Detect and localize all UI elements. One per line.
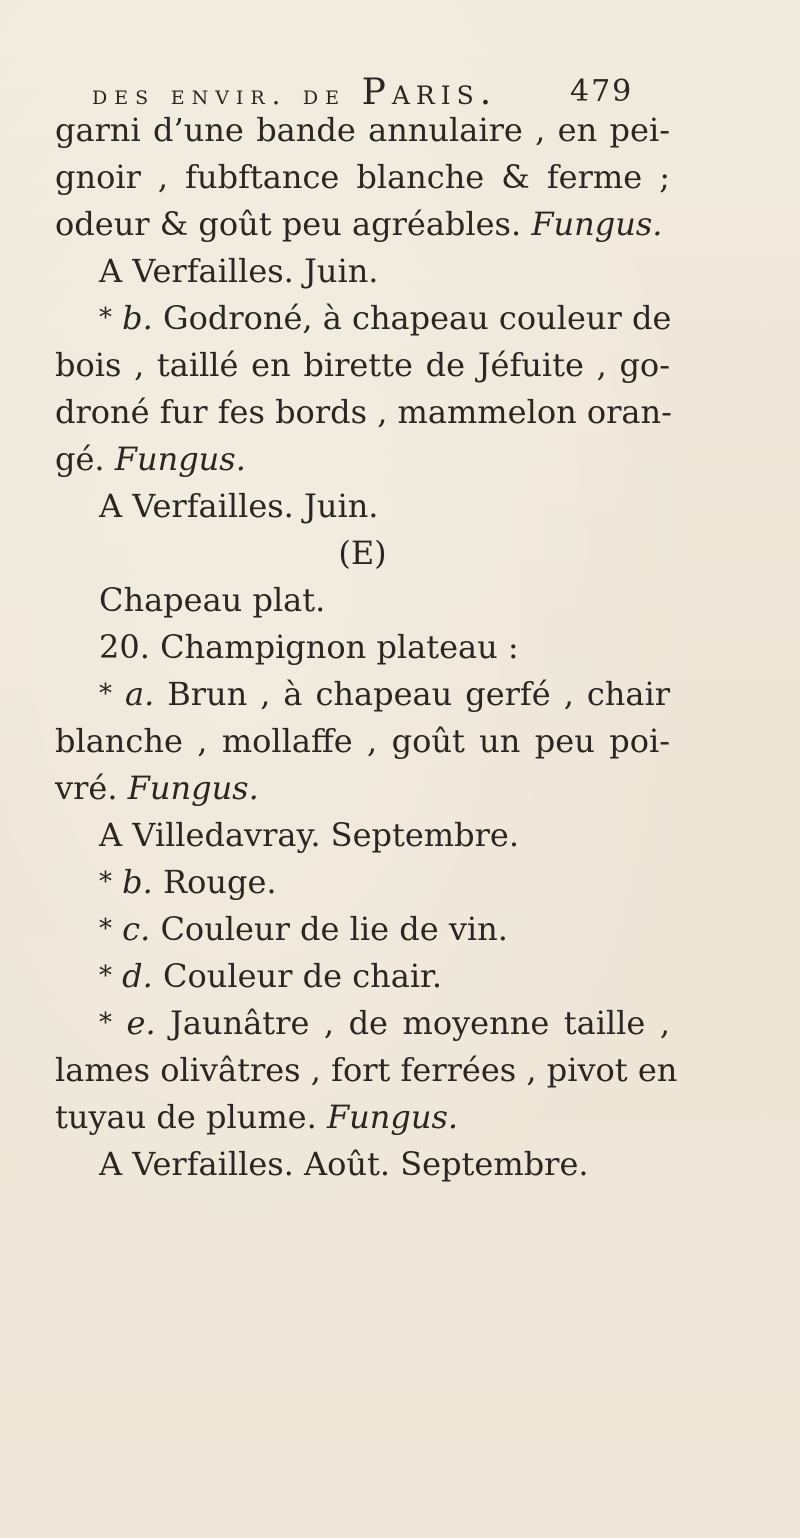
text-line: gnoir , fubftance blanche & ferme ; (55, 158, 670, 196)
text-line: 20. Champignon plateau : (99, 628, 519, 666)
text-line: A Verfailles. Juin. (99, 487, 379, 525)
text-line: * e. Jaunâtre , de moyenne taille , (99, 1004, 671, 1042)
text-line: vré. Fungus. (55, 769, 259, 807)
section-heading: (E) (338, 534, 387, 572)
text-line: * b. Godroné, à chapeau couleur de (99, 299, 672, 337)
text-line: A Verfailles. Août. Septembre. (99, 1145, 589, 1183)
text-line: droné fur fes bords , mammelon oran- (55, 393, 672, 431)
running-title-b: Paris. (361, 72, 498, 113)
text-line: blanche , mollaffe , goût un peu poi- (55, 722, 670, 760)
text-line: gé. Fungus. (55, 440, 246, 478)
text-line: garni d’une bande annulaire , en pei- (55, 111, 670, 149)
text-line: odeur & goût peu agréables. Fungus. (55, 205, 663, 243)
text-line: * a. Brun , à chapeau gerfé , chair (99, 675, 671, 713)
text-line: Chapeau plat. (99, 581, 326, 619)
text-line: tuyau de plume. Fungus. (55, 1098, 459, 1136)
text-line: A Villedavray. Septembre. (99, 816, 520, 854)
body-text (55, 107, 678, 1188)
text-line: * b. Rouge. (99, 863, 277, 901)
page-number: 479 (570, 74, 634, 109)
text-line: * d. Couleur de chair. (99, 957, 442, 995)
text-line: lames olivâtres , fort ferrées , pivot en (55, 1051, 678, 1089)
text-line: A Verfailles. Juin. (99, 252, 379, 290)
running-title-a: des envir. de (92, 80, 362, 111)
text-line: * c. Couleur de lie de vin. (99, 910, 508, 948)
text-line: bois , taillé en birette de Jéfuite , go- (55, 346, 670, 384)
